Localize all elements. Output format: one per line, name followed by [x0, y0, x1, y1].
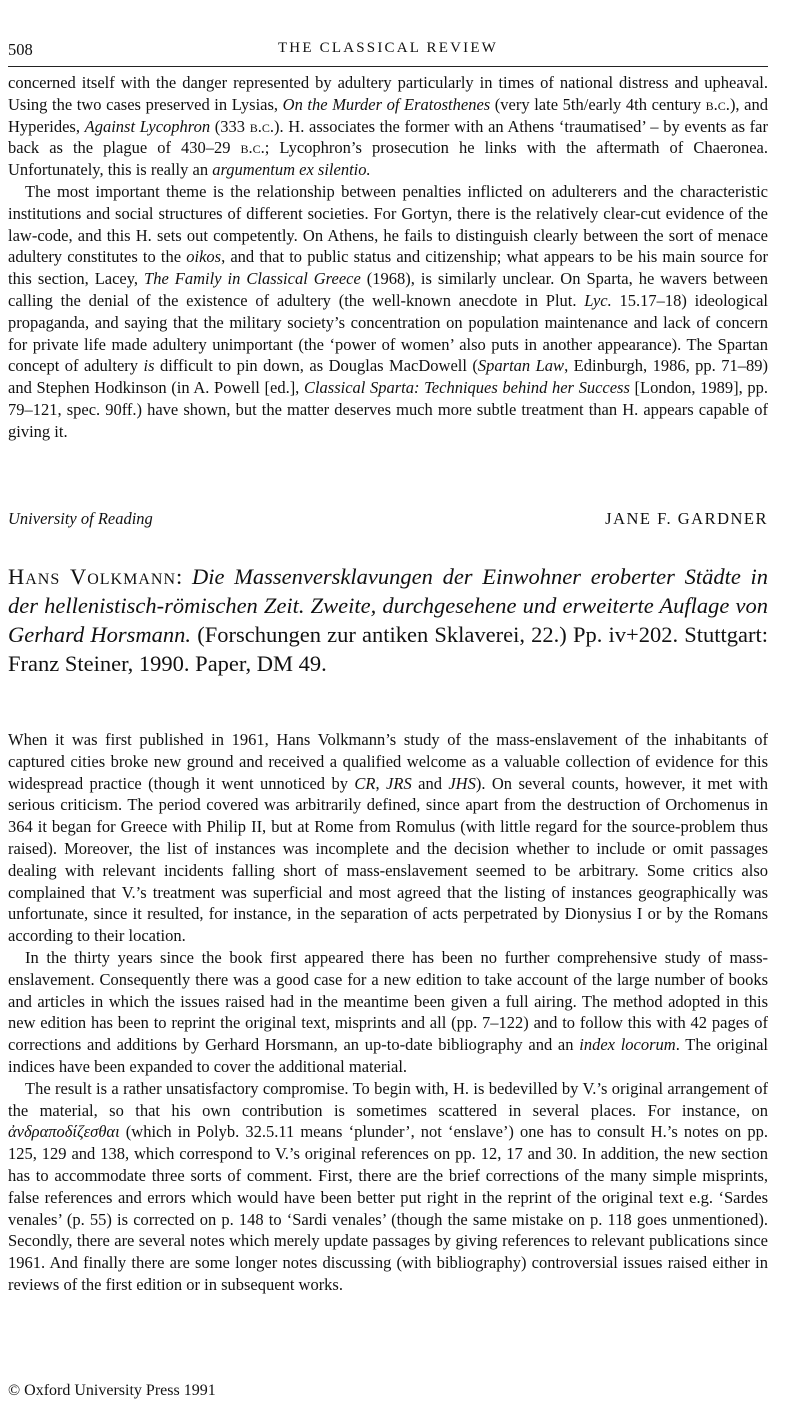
journal-title: THE CLASSICAL REVIEW [277, 40, 499, 56]
book-author: Hans [8, 564, 61, 589]
first-review-text [8, 72, 768, 443]
paragraph: The result is a rather unsatisfactory compromise. To begin with, H. is bedevilled by V.’s original arrangement of the material, so that his own contribution is sometimes scattered in several places. For instance, on ἀνδραποδίζεσθαι (which in Polyb. 32.5.11 means ‘plunder’, not ‘enslave’) one has to consult H.’s notes on pp. 125, 129 and 138, which correspond to V.’s original references on pp. 12, 17 and 30. In addition, the new section has to accommodate three sorts of comment. First, there are the brief corrections of the many simple misprints, false references and errors which would have been better put right in the reprint of the original text e.g. ‘Sardes venales’ (p. 55) is corrected on p. 148 to ‘Sardi venales’ (though the same mistake on p. 118 goes unmentioned). Secondly, there are several notes which merely update passages by giving references to relevant publications since 1961. And finally there are some longer notes discussing (with bibliography) controversial issues raised either in reviews of the first edition or in subsequent works. [8, 1078, 768, 1294]
paragraph: When it was first published in 1961, Hans Volkmann’s study of the mass-enslavement of the inhabitants of captured cities broke new ground and received a qualified welcome as a valuable collection of evidence for this widespread practice (though it went unnoticed by CR, JRS and JHS). On several counts, however, it met with serious criticism. The period covered was arbitrarily defined, since apart from the destruction of Orchomenus in 364 it began for Greece with Philip II, but at Rome from Romulus (with little regard for the source-problem thus raised). Moreover, the list of instances was incomplete and the decision whether to include or omit passages dealing with relevant incidents falling short of mass-enslavement seemed to be arbitrary. Some critics also complained that V.’s treatment was superficial and most agreed that the listing of instances geographically was unfortunate, since it resulted, for instance, in the separation of acts perpetrated by Dionysius I or by the Romans according to their location. [8, 730, 769, 946]
reviewer-institution: University of Reading [8, 509, 153, 528]
book-author-last: Volkmann [69, 564, 177, 589]
paragraph: concerned itself with the danger represented by adultery particularly in times of national distress and upheaval. Using the two cases preserved in Lysias, On the Murder of Eratosthenes (very late 5th/early 4th century b.c.), and Hyperides, Against Lycophron (333 b.c.). H. associates the former with an Athens ‘traumatised’ – by events as far back as the plague of 430–29 b.c.; Lycophron’s prosecution he links with the aftermath of Chaeronea. Unfortunately, this is really an argumentum ex silentio. [8, 73, 769, 180]
paragraph: In the thirty years since the book first appeared there has been no further comprehensive study of mass-enslavement. Consequently there was a good case for a new edition to take account of the large number of books and articles in which the issues raised had in the meantime been given a full airing. The method adopted in this new edition has been to reprint the original text, misprints and all (pp. 7–122) and to follow this with 42 pages of corrections and additions by Gerhard Horsmann, an up-to-date bibliography and an index locorum. The original indices have been expanded to cover the additional material. [8, 947, 768, 1076]
book-details: (Forschungen zur antiken Sklaverei, 22.) Pp. iv+202. Stuttgart: Franz Steiner, 1990. Paper, DM 49. [8, 622, 768, 676]
book-title: Die Massenversklavungen der Einwohner eroberter Städte in der hellenistisch-römischen Zeit. Zweite, durchgesehene und erweiterte Auflage von Gerhard Horsmann. [8, 564, 769, 647]
page-number: 508 [8, 40, 33, 59]
reviewer-signature [8, 509, 768, 533]
paragraph: The most important theme is the relationship between penalties inflicted on adulterers and the characteristic institutions and social structures of different societies. For Gortyn, there is the relatively clear-cut evidence of the law-code, and this H. sets out competently. On Athens, he fails to distinguish clearly between the sort of menace adultery constitutes to the oikos, and that to public status and citizenship; what appears to be his main source for this section, Lacey, The Family in Classical Greece (1968), is similarly unclear. On Sparta, he wavers between calling the denial of the existence of adultery (the well-known anecdote in Plut. Lyc. 15.17–18) ideological propaganda, and saying that the military society’s concentration on population maintenance and lack of concern for private life made adultery unimportant (the ‘power of women’ also puts in another appearance). The Spartan concept of adultery is difficult to pin down, as Douglas MacDowell (Spartan Law, Edinburgh, 1986, pp. 71–89) and Stephen Hodkinson (in A. Powell [ed.], Classical Sparta: Techniques behind her Success [London, 1989], pp. 79–121, spec. 90ff.) have shown, but the matter deserves much more subtle treatment than H. appears capable of giving it. [8, 181, 769, 441]
second-review-text [8, 729, 768, 1296]
review-heading: Hans Volkmann: Die Massenversklavungen der Einwohner eroberter Städte in der hellenistisch-römischen Zeit. Zweite, durchgesehene und erweiterte Auflage von Gerhard Horsmann. (Forschungen zur antiken Sklaverei, 22.) Pp. iv+202. Stuttgart: Franz Steiner, 1990. Paper, DM 49. [8, 564, 769, 676]
reviewer-name: JANE F. GARDNER [605, 509, 768, 528]
header-rule [8, 66, 768, 67]
copyright-notice: © Oxford University Press 1991 [8, 1382, 216, 1399]
